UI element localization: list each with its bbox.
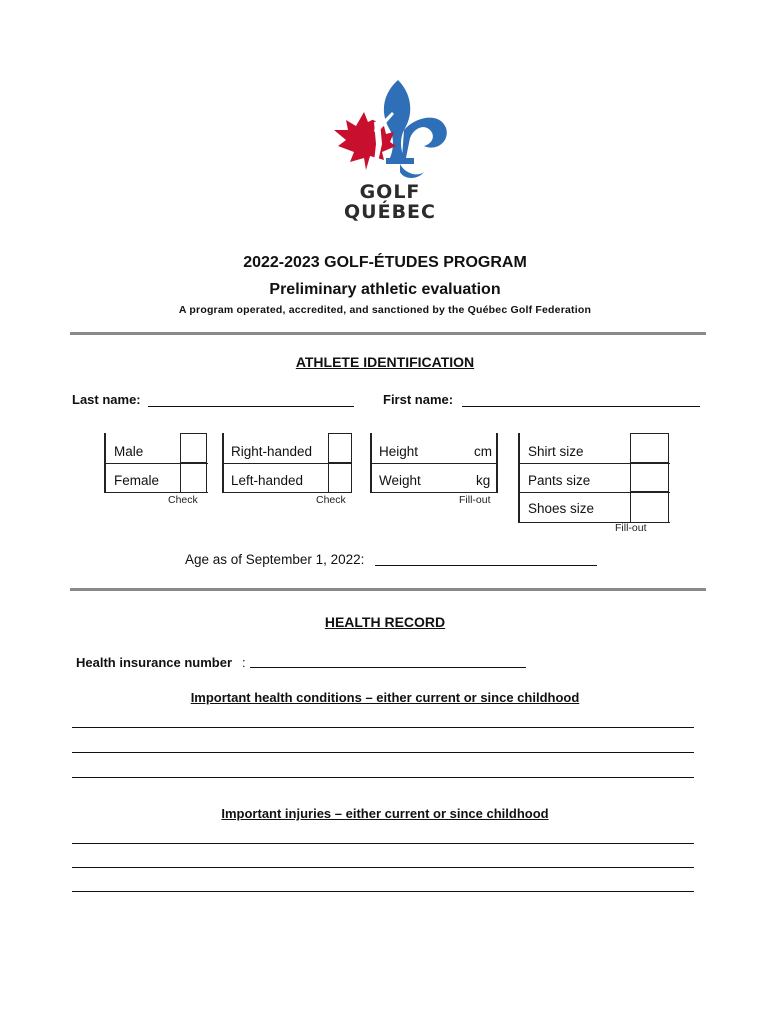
subtitle: A program operated, accredited, and sanctioned by the Québec Golf Federation xyxy=(178,304,592,316)
female-label: Female xyxy=(114,473,160,488)
gender-group xyxy=(104,433,208,493)
right-handed-checkbox[interactable] xyxy=(328,433,352,464)
injuries-line[interactable] xyxy=(72,891,694,892)
conditions-line[interactable] xyxy=(72,752,694,753)
insurance-number-field[interactable] xyxy=(250,655,526,668)
program-title: 2022-2023 GOLF-ÉTUDES PROGRAM xyxy=(243,254,527,271)
shirt-size-input[interactable] xyxy=(630,433,669,464)
first-name-label: First name: xyxy=(383,392,454,407)
insurance-label: Health insurance number xyxy=(76,655,233,670)
shirt-size-label: Shirt size xyxy=(528,444,584,459)
last-name-label: Last name: xyxy=(72,392,141,407)
pants-size-input[interactable] xyxy=(630,462,669,493)
male-checkbox[interactable] xyxy=(180,433,207,464)
athlete-section-title: ATHLETE IDENTIFICATION xyxy=(295,354,475,370)
fleur-de-lis-maple-icon xyxy=(320,72,460,192)
weight-label: Weight xyxy=(379,473,421,488)
conditions-line[interactable] xyxy=(72,727,694,728)
pants-size-label: Pants size xyxy=(528,473,591,488)
last-name-field[interactable] xyxy=(148,394,354,407)
height-unit: cm xyxy=(474,444,492,459)
injuries-line[interactable] xyxy=(72,867,694,868)
measurements-group xyxy=(370,433,498,493)
height-label: Height xyxy=(379,444,419,459)
shoes-size-input[interactable] xyxy=(630,491,669,523)
left-handed-checkbox[interactable] xyxy=(328,462,352,493)
divider xyxy=(70,588,706,591)
gender-check-caption: Check xyxy=(168,494,198,506)
logo-text-quebec: QUÉBEC xyxy=(344,201,436,223)
weight-unit: kg xyxy=(476,473,491,488)
logo-text-golf: GOLF xyxy=(359,181,421,203)
insurance-colon: : xyxy=(242,655,246,670)
divider xyxy=(70,332,706,335)
female-checkbox[interactable] xyxy=(180,462,207,493)
conditions-line[interactable] xyxy=(72,777,694,778)
injuries-title: Important injuries – either current or since childhood xyxy=(221,806,549,821)
age-label: Age as of September 1, 2022: xyxy=(185,552,365,567)
left-handed-label: Left-handed xyxy=(231,473,304,488)
age-field[interactable] xyxy=(375,553,597,566)
injuries-line[interactable] xyxy=(72,843,694,844)
right-handed-label: Right-handed xyxy=(231,444,313,459)
male-label: Male xyxy=(114,444,144,459)
handedness-check-caption: Check xyxy=(316,494,346,506)
health-section-title: HEALTH RECORD xyxy=(324,614,446,630)
form-title: Preliminary athletic evaluation xyxy=(269,281,501,298)
first-name-field[interactable] xyxy=(462,394,700,407)
measurements-caption: Fill-out xyxy=(459,494,491,506)
sizes-group xyxy=(518,433,670,523)
shoes-size-label: Shoes size xyxy=(528,501,595,516)
handedness-group xyxy=(222,433,352,493)
sizes-caption: Fill-out xyxy=(615,522,647,534)
conditions-title: Important health conditions – either current or since childhood xyxy=(190,690,580,705)
